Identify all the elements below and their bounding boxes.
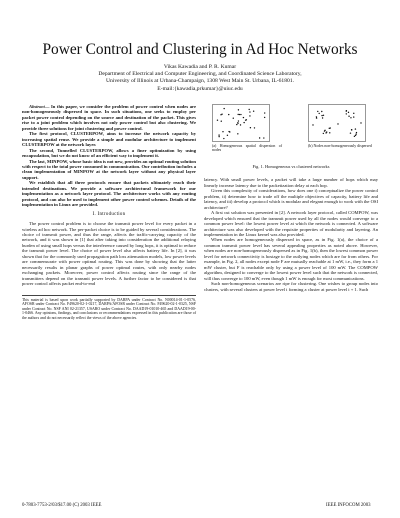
node-dot <box>317 111 318 112</box>
intro-p1: The power control problem is to choose the transmit power level for every packet in a wireless ad hoc network. The per-packet choice is to be guided by several considerations. The choice of transmit power, and thus the range, affects the traffic-carrying capacity of the network, and it was shown in [1] that after taking into consideration the additional relaying burden of using small hops versus the interference caused by long hops, it is optimal to reduce the transmit power level. The choice of power level also affects battery life. In [2], it was shown that for the commonly used propagation path loss attenuation models, low power levels are commensurate with power optimal routing. This was done by showing that the latter necessarily results in planar graphs of power optimal routes, with only nearby nodes exchanging packets. Moreover, power control affects routing since the range of the transmitters depend on the transmit power levels. A further factor to be considered is that power control affects packet end-to-end <box>22 221 196 287</box>
node-dot <box>243 117 244 118</box>
node-dot <box>326 131 327 132</box>
node-dot <box>249 115 250 116</box>
footer-copyright: 0-7803-7753-2/03/$17.00 (C) 2003 IEEE <box>22 503 102 508</box>
plot-frame <box>309 105 366 142</box>
node-dot <box>350 117 351 118</box>
figure-1a-caption: (a) Homogeneous spatial dispersion of nodes <box>212 144 282 153</box>
right-p3: A first cut solution was presented in [2]. A network layer protocol, called COMPOW, was developed which ensured that the transmit power used by all the nodes would converge to a common power level: the lowest power level at which the network is connected. A software architecture was also developed with the requisite properties of modularity and layering. An implementation in the Linux kernel was also provided. <box>204 210 378 237</box>
node-dot <box>236 124 237 125</box>
figure-1b <box>308 104 378 148</box>
paper-title: Power Control and Clustering in Ad Hoc Networks <box>42 41 358 58</box>
node-dot <box>353 116 354 117</box>
node-dot <box>222 131 223 132</box>
abstract <box>22 104 196 208</box>
node-dot <box>321 111 322 112</box>
node-dot <box>243 122 244 123</box>
abstract-p5: We establish that all three protocols ensure that packets ultimately reach their intended destinations. We provide a software architectural framework for our implementation as a network layer protocol. The architecture works with any routing protocol, and can also be used to implement other power control schemes. Details of the implementation in Linux are provided. <box>22 180 196 208</box>
node-dot <box>221 121 222 122</box>
node-dot <box>318 113 319 114</box>
node-dot <box>264 112 265 113</box>
node-dot <box>263 137 264 138</box>
figure-1-caption: Fig. 1. Homogeneous vs clustered networks <box>252 164 330 169</box>
footnote: This material is based upon work partially supported by DARPA under Contract No. N00014-01-1-0576, AFOSR under Contract No. F49620-02-1-0217, DARPA/AFOSR under Contract No. F49620-02-1-0325, NSF under Contract No. NSF ANI 02-21357, USARO under Contract No. DAAD19-01010-465 and DAAD19-00-1-0466. Any opinions, findings, and conclusions or recommendations expressed in this publication are those of the authors and do not necessarily reflect the views of the above agencies. <box>22 295 196 321</box>
node-dot <box>240 124 241 125</box>
plot-frame <box>213 105 270 142</box>
node-dot <box>253 111 254 112</box>
clustered-nodes-plot <box>308 104 366 142</box>
abstract-p2: The first protocol, CLUSTERPOW, aims to increase the network capacity by increasing spatial reuse. We provide a simple and modular architecture to implement CLUSTERPOW at the network layer. <box>22 131 196 148</box>
node-dot <box>246 119 247 120</box>
figure-1 <box>204 104 378 162</box>
abstract-p1: — In this paper, we consider the problem of power control when nodes are non-homogeneously dispersed in space. In such situations, one seeks to employ per packet power control depending on the source and destination of the packet. This gives rise to a joint problem which involves not only power control but also clustering. We provide three solutions for joint clustering and power control. <box>22 104 196 131</box>
abstract-p4: The last, MINPOW, whose basic idea is not new, provides an optimal routing solution with respect to the total power consumed in communication. Our contribution includes a clean implementation of MINPOW at the network layer without any physical layer support. <box>22 158 196 180</box>
node-dot <box>324 130 325 131</box>
footer-venue: IEEE INFOCOM 2003 <box>326 503 371 508</box>
node-dot <box>348 116 349 117</box>
node-dot <box>316 117 317 118</box>
node-dot <box>259 137 260 138</box>
node-dot <box>337 123 338 124</box>
node-dot <box>329 128 330 129</box>
node-dot <box>350 132 351 133</box>
figure-1b-caption: (b) Nodes non-homogeneously dispersed <box>308 144 372 148</box>
node-dot <box>355 135 356 136</box>
author-univ: University of Illinois at Urbana-Champaign, 1308 West Main St. Urbana, IL-61801. <box>105 78 295 85</box>
node-dot <box>223 138 224 139</box>
node-dot <box>348 112 349 113</box>
right-p4: When nodes are homogeneously dispersed in space, as in Fig. 1(a), the choice of a common transmit power level has several appealing properties as noted above. However, when nodes are non-homogeneously dispersed as in Fig. 1(b), then the lowest common power level for network connectivity is hostage to the outlying nodes which are far from others. For example, in Fig. 2, all nodes except node F are mutually reachable at 1 mW, i.e., they form a 1 mW cluster, but F is reachable only by using a power level of 100 mW. The COMPOW algorithm, designed to converge to the lowest power level such that the network is connected, will thus converge to 100 mW, even though 1 mW is enough for most communications. <box>204 237 378 281</box>
node-dot <box>221 113 222 114</box>
right-p1: latency. With small power levels, a packet will take a large number of hops which may linearly increase latency due to the packetization delay at each hop. <box>204 177 378 188</box>
node-dot <box>323 133 324 134</box>
node-dot <box>355 133 356 134</box>
node-dot <box>237 114 238 115</box>
node-dot <box>351 129 352 130</box>
left-column <box>22 104 196 320</box>
node-dot <box>240 114 241 115</box>
node-dot <box>346 113 347 114</box>
node-dot <box>254 127 255 128</box>
node-dot <box>323 115 324 116</box>
author-email: E-mail:{kawadia,prkumar}@uiuc.edu <box>157 85 243 92</box>
node-dot <box>322 117 323 118</box>
abstract-p3: The second, Tunnelled CLUSTERPOW, allows a finer optimization by using encapsulation, but we do not know of an efficient way to implement it. <box>22 147 196 159</box>
node-dot <box>237 133 238 134</box>
node-dot <box>239 114 240 115</box>
node-dot <box>227 135 228 136</box>
author-names: Vikas Kawadia and P. R. Kumar <box>163 64 237 70</box>
node-dot <box>218 134 219 135</box>
node-dot <box>355 128 356 129</box>
node-dot <box>250 127 251 128</box>
section-heading-introduction: I. Introduction <box>92 211 126 217</box>
node-dot <box>238 120 239 121</box>
node-dot <box>312 124 313 125</box>
node-dot <box>228 114 229 115</box>
right-column <box>204 104 378 292</box>
node-dot <box>249 111 250 112</box>
node-dot <box>228 131 229 132</box>
figure-1a <box>212 104 282 153</box>
author-dept: Department of Electrical and Computer Engineering, and Coordinated Science Laboratory, <box>98 71 302 78</box>
node-dot <box>264 117 265 118</box>
homogeneous-nodes-plot <box>212 104 270 142</box>
node-dot <box>346 110 347 111</box>
abstract-lead: Abstract <box>29 104 45 109</box>
node-dot <box>360 122 361 123</box>
node-dot <box>353 113 354 114</box>
node-dot <box>218 136 219 137</box>
node-dot <box>356 132 357 133</box>
node-dot <box>217 119 218 120</box>
node-dot <box>233 118 234 119</box>
node-dot <box>354 136 355 137</box>
right-p5: Such non-homogeneous scenarios are ripe for clustering. One wishes to group nodes into clusters, with several clusters at power level i forming a cluster at power level i + 1. Such <box>204 281 378 292</box>
node-dot <box>237 122 238 123</box>
right-p2: Given this complexity of considerations, how does one i) conceptualize the power control problem, ii) determine how to trade off the multiple objectives of capacity, battery life and latency, and iii) develop a protocol which is modular and elegant enough to work with the OSI architecture? <box>204 188 378 210</box>
node-dot <box>238 109 239 110</box>
author-block <box>0 64 400 93</box>
node-dot <box>329 132 330 133</box>
node-dot <box>316 116 317 117</box>
node-dot <box>223 108 224 109</box>
node-dot <box>321 115 322 116</box>
node-dot <box>248 109 249 110</box>
